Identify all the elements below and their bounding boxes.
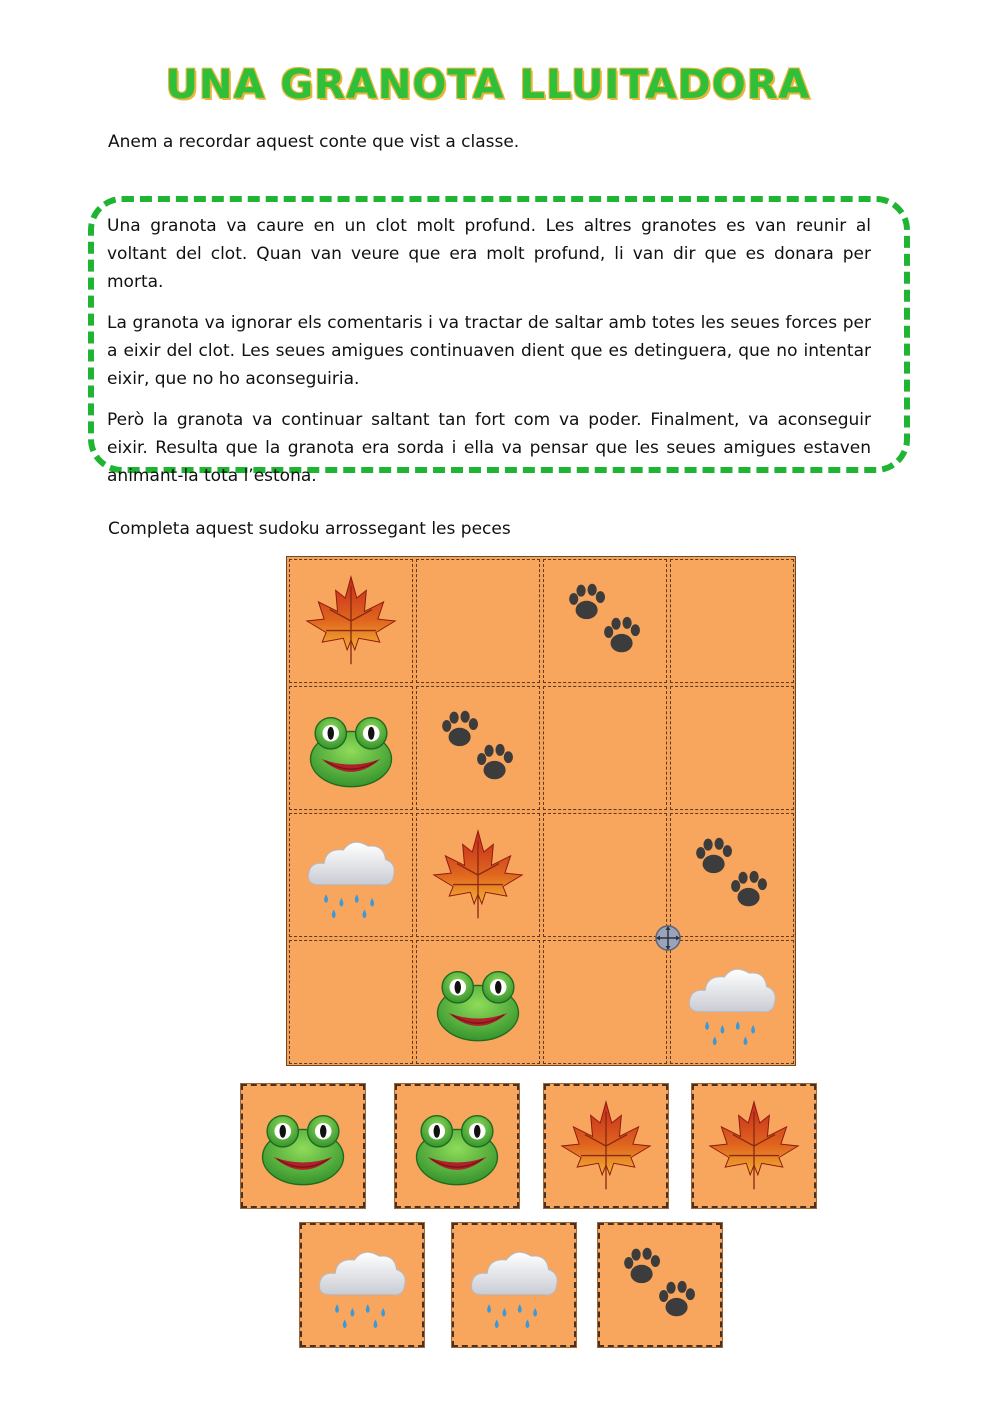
sudoku-cell[interactable] [543,559,667,683]
draggable-piece[interactable] [300,1223,424,1347]
sudoku-cell[interactable] [543,813,667,937]
frog-icon [432,959,524,1045]
paws-icon [614,1239,706,1331]
sudoku-cell[interactable] [416,559,540,683]
paws-icon [686,829,778,921]
draggable-piece[interactable] [598,1223,722,1347]
sudoku-cell[interactable] [670,940,794,1064]
instruction-text: Completa aquest sudoku arrossegant les peces [108,519,511,539]
intro-text: Anem a recordar aquest conte que vist a classe. [108,132,520,152]
rain-cloud-icon [314,1237,410,1333]
story-paragraph: Però la granota va continuar saltant tan fort com va poder. Finalment, va aconseguir eixir. Resulta que la granota era sorda i ella va pensar que les seues amigues estaven animant-la tota l’estona. [107,410,871,486]
frog-icon [257,1103,349,1189]
rain-cloud-icon [684,954,780,1050]
story-text [107,212,871,503]
sudoku-cell[interactable] [543,940,667,1064]
frog-icon [411,1103,503,1189]
rain-cloud-icon [303,827,399,923]
draggable-piece[interactable] [544,1084,668,1208]
frog-icon [305,705,397,791]
paws-icon [432,702,524,794]
draggable-piece[interactable] [241,1084,365,1208]
story-paragraph: Una granota va caure en un clot molt profund. Les altres granotes es van reunir al voltant del clot. Quan van veure que era molt profund, li van dir que es donara per morta. [107,216,871,292]
story-paragraph: La granota va ignorar els comentaris i va tractar de saltar amb totes les seues forces per a eixir del clot. Les seues amigues continuaven dient que es detinguera, que no intentar eixir, que no ho aconseguiria. [107,313,871,389]
sudoku-cell[interactable] [416,940,540,1064]
sudoku-cell[interactable] [670,686,794,810]
rain-cloud-icon [466,1237,562,1333]
sudoku-cell[interactable] [543,686,667,810]
sudoku-cell[interactable] [416,686,540,810]
leaf-icon [430,825,526,925]
page-title: UNA GRANOTA LLUITADORA [165,62,811,108]
sudoku-cell[interactable] [416,813,540,937]
sudoku-cell[interactable] [670,559,794,683]
draggable-piece[interactable] [395,1084,519,1208]
leaf-icon [706,1096,802,1196]
draggable-piece[interactable] [452,1223,576,1347]
sudoku-cell[interactable] [289,686,413,810]
paws-icon [559,575,651,667]
leaf-icon [558,1096,654,1196]
sudoku-grid [286,556,796,1066]
sudoku-cell[interactable] [289,813,413,937]
sudoku-cell[interactable] [289,559,413,683]
leaf-icon [303,571,399,671]
sudoku-cell[interactable] [670,813,794,937]
draggable-piece[interactable] [692,1084,816,1208]
drag-cursor-icon [654,924,682,952]
sudoku-cell[interactable] [289,940,413,1064]
